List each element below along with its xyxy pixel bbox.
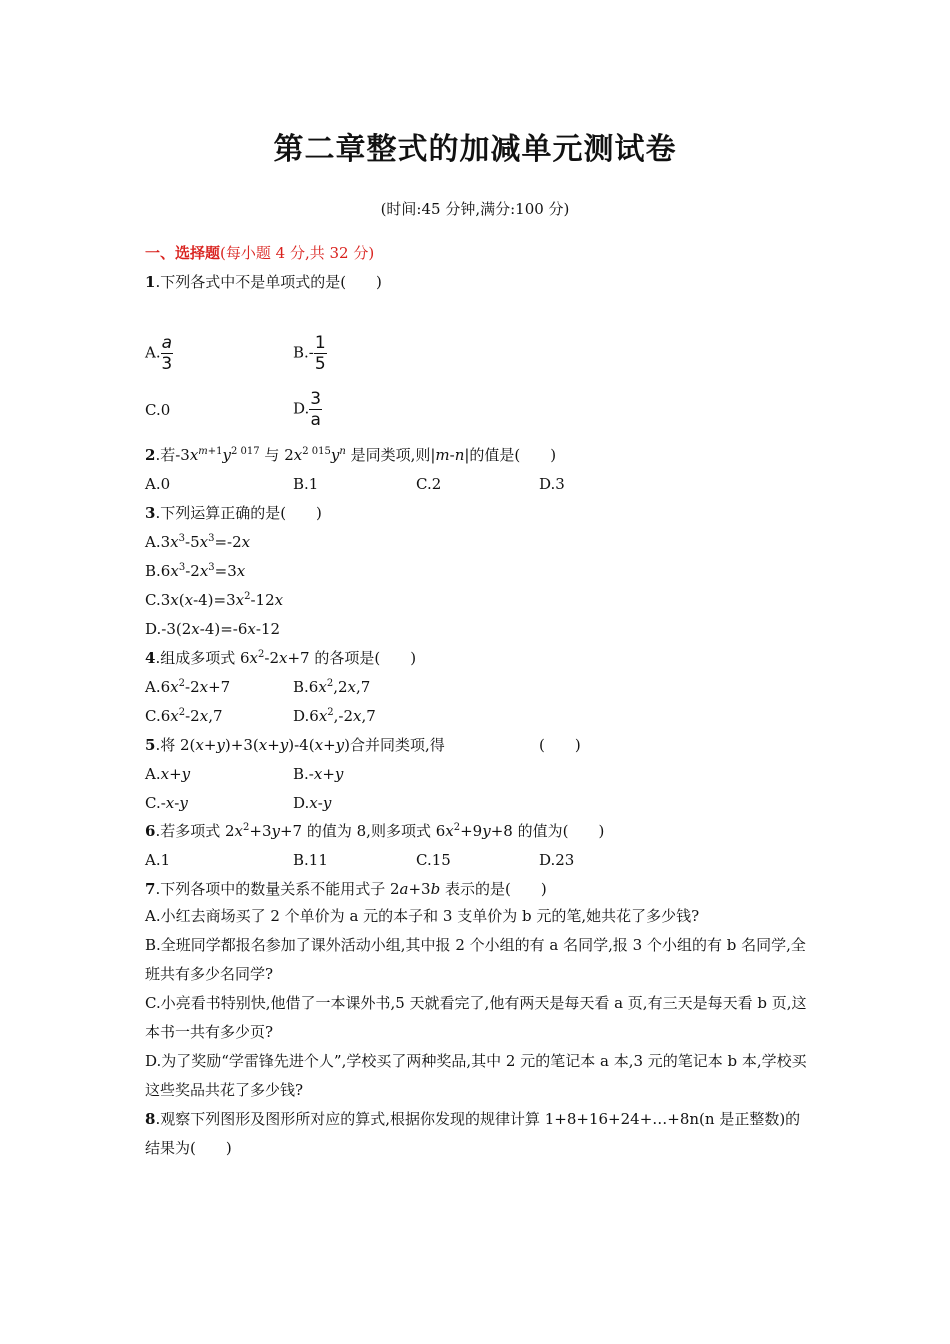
question-number: 1	[145, 273, 156, 291]
q3-option-c: $C.3x(x-4)=3x^2-12x$	[145, 591, 284, 609]
q4-option-d: $D.6x^2,-2x,7$	[293, 707, 376, 725]
q7-option-d: D.为了奖励“学雷锋先进个人”,学校买了两种奖品,其中 2 元的笔记本 a 本,3 元的笔记本 b 本,学校买这些奖品共花了多少钱?	[145, 1052, 807, 1099]
question-stem: .下列各式中不是单项式的是( )	[155, 273, 382, 291]
q2-option-a: A.0	[145, 475, 171, 493]
exam-time-info: (时间:45 分钟,满分:100 分)	[380, 200, 570, 218]
q1-option-d: D. $\frac{3}{a}$	[293, 389, 322, 430]
q4-option-c: $C.6x^2-2x,7$	[145, 707, 223, 725]
question-5: 5.将 2(x+y)+3(x+y)-4(x+y)合并同类项,得	[145, 736, 445, 754]
section-heading	[145, 242, 374, 264]
q3-option-a: $A.3x^3-5x^3=-2x$	[145, 533, 251, 551]
q2-option-b: B.1	[293, 475, 319, 493]
question-4: 4.组成多项式 $6x^2-2x+7$ 的各项是( )	[145, 649, 417, 667]
answer-bracket: ( )	[539, 736, 581, 754]
question-7: 7.下列各项中的数量关系不能用式子 2a+3b 表示的是( )	[145, 880, 547, 898]
q7-option-a: A.小红去商场买了 2 个单价为 a 元的本子和 3 支单价为 b 元的笔,她共花了多少钱?	[145, 907, 700, 925]
fraction: $\frac{1}{5}$	[314, 333, 326, 374]
question-1	[145, 271, 382, 293]
page-title: 第二章整式的加减单元测试卷	[273, 132, 677, 167]
q2-option-c: C.2	[416, 475, 442, 493]
question-6: 6.若多项式 $2x^2+3y+7$ 的值为 8,则多项式 $6x^2+9y+8$ 的值为( )	[145, 822, 605, 840]
q6-option-c: C.15	[416, 851, 451, 869]
q5-option-b: B.-x+y	[293, 765, 344, 783]
q4-option-a: $A.6x^2-2x+7$	[145, 678, 231, 696]
question-8: 8.观察下列图形及图形所对应的算式,根据你发现的规律计算 1+8+16+24+…+8n(n 是正整数)的结果为( )	[145, 1110, 801, 1157]
question-3: 3.下列运算正确的是( )	[145, 504, 322, 522]
fraction: $\frac{a}{3}$	[161, 333, 173, 374]
q2-option-d: D.3	[539, 475, 565, 493]
q6-option-b: B.11	[293, 851, 328, 869]
q1-option-c: C.0	[145, 401, 171, 419]
q3-option-b: $B.6x^3-2x^3=3x$	[145, 562, 246, 580]
q5-option-d: D.x-y	[293, 794, 332, 812]
q7-option-b: B.全班同学都报名参加了课外活动小组,其中报 2 个小组的有 a 名同学,报 3 个小组的有 b 名同学,全班共有多少名同学?	[145, 936, 806, 983]
question-2: 2.若$-3x^{m+1}y^{2 017}$ 与 $2x^{2 015}y^n$ 是同类项,则|m-n|的值是( )	[145, 446, 557, 464]
section-points: (每小题 4 分,共 32 分)	[220, 244, 375, 262]
q5-option-a: A.x+y	[145, 765, 191, 783]
q6-option-d: D.23	[539, 851, 575, 869]
fraction: $\frac{3}{a}$	[310, 389, 322, 430]
q4-option-b: $B.6x^2,2x,7$	[293, 678, 371, 696]
q5-option-c: C.-x-y	[145, 794, 188, 812]
q1-option-b: B.- $\frac{1}{5}$	[293, 333, 326, 374]
q6-option-a: A.1	[145, 851, 171, 869]
q3-option-d: D.-3(2x-4)=-6x-12	[145, 620, 281, 638]
q1-option-a: A. $\frac{a}{3}$	[145, 333, 173, 374]
section-label: 一、选择题	[145, 244, 221, 262]
q7-option-c: C.小亮看书特别快,他借了一本课外书,5 天就看完了,他有两天是每天看 a 页,有三天是每天看 b 页,这本书一共有多少页?	[145, 994, 807, 1041]
